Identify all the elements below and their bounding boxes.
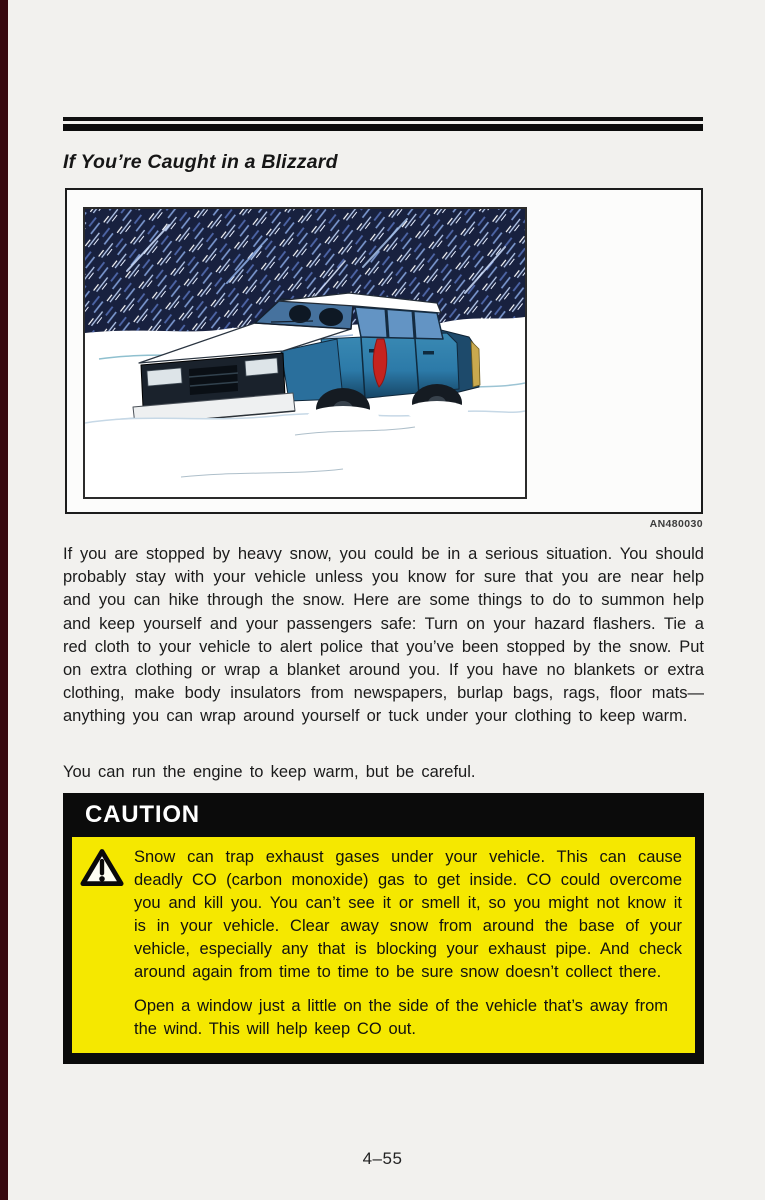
- body-paragraph-2: You can run the engine to keep warm, but be careful.: [63, 763, 476, 781]
- caution-title: CAUTION: [85, 801, 200, 828]
- page-spine-edge: [0, 0, 8, 1200]
- body-paragraph-1: If you are stopped by heavy snow, you could be in a serious situation. You should probably stay with your vehicle unless you know for sure that you are near help and you can hike through the snow. Here are some things to do to summon help and keep yourself and your passengers safe: Turn on your hazard flashers. Tie a red cloth to your vehicle to alert police that you’ve been stopped by the snow. Put on extra clothing or wrap a blanket around you. If you have no blankets or extra clothing, make body insulators from newspapers, burlap bags, rags, floor mats—anything you can wrap around yourself or tuck under your clothing to keep warm.: [63, 545, 704, 726]
- warning-triangle-icon: [80, 848, 124, 888]
- caution-body: [72, 837, 695, 1053]
- blizzard-illustration: [83, 207, 527, 499]
- section-title: If You’re Caught in a Blizzard: [63, 151, 338, 173]
- caution-paragraph-1: Snow can trap exhaust gases under your vehicle. This can cause deadly CO (carbon monoxide) gas to get inside. CO could overcome you and kill you. You can’t see it or smell it, so you might not know it is in your vehicle. Clear away snow from around the base of your vehicle, especially any that is blocking your exhaust pipe. And check around again from time to time to be sure snow doesn’t collect there.: [134, 848, 682, 981]
- blizzard-illustration-svg: [85, 209, 525, 497]
- page-number: 4–55: [362, 1149, 403, 1168]
- figure-box: [65, 188, 703, 514]
- caution-header: [72, 793, 695, 837]
- figure-caption: AN480030: [649, 518, 703, 530]
- divider-thick-rule: [63, 124, 703, 131]
- section-divider: [63, 117, 703, 131]
- caution-box: [63, 793, 704, 1064]
- caution-paragraph-2: Open a window just a little on the side of the vehicle that’s away from the wind. This will help keep CO out.: [134, 997, 669, 1038]
